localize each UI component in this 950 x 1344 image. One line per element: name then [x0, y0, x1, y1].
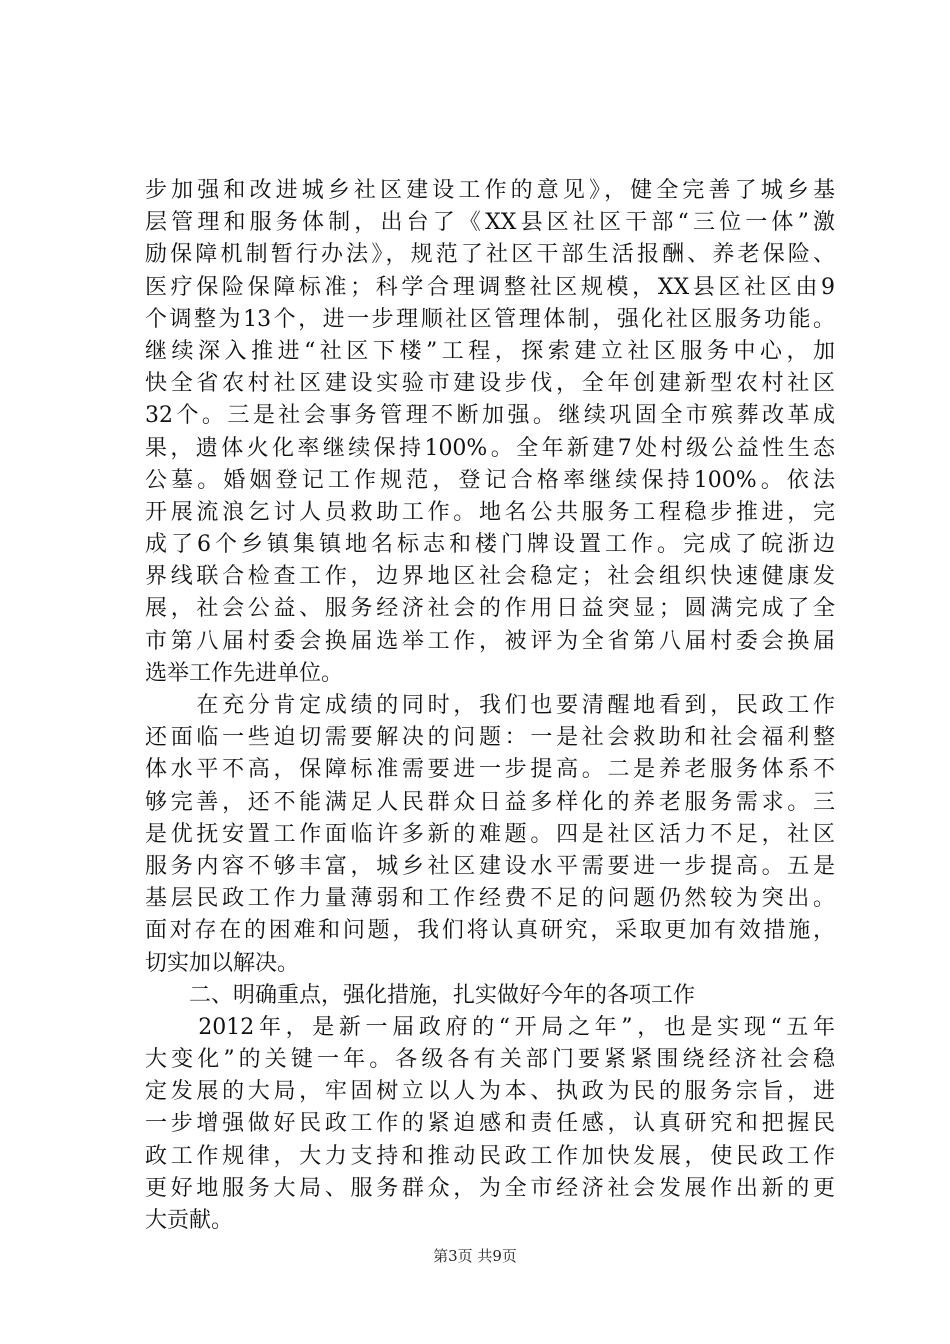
text-line: 面对存在的困难和问题，我们将认真研究，采取更加有效措施，	[145, 918, 835, 944]
text-line: 市第八届村委会换届选举工作，被评为全省第八届村委会换届	[145, 628, 835, 654]
text-line: 医疗保险保障标准；科学合理调整社区规模，XX县区社区由9	[145, 274, 835, 300]
section-heading: 二、明确重点，强化措施，扎实做好今年的各项工作	[145, 982, 696, 1008]
text-line: 继续深入推进“社区下楼”工程，探索建立社区服务中心，加	[145, 338, 835, 364]
text-line: 是优抚安置工作面临许多新的难题。四是社区活力不足，社区	[145, 821, 835, 847]
text-line: 界线联合检查工作，边界地区社会稳定；社会组织快速健康发	[145, 564, 835, 590]
page-number-footer: 第3页 共9页	[433, 1247, 517, 1265]
text-line: 够完善，还不能满足人民群众日益多样化的养老服务需求。三	[145, 789, 835, 815]
text-line: 还面临一些迫切需要解决的问题：一是社会救助和社会福利整	[145, 725, 835, 751]
text-line: 展，社会公益、服务经济社会的作用日益突显；圆满完成了全	[145, 596, 835, 622]
text-line: 开展流浪乞讨人员救助工作。地名公共服务工程稳步推进，完	[145, 499, 835, 525]
text-line: 定发展的大局，牢固树立以人为本、执政为民的服务宗旨，进	[145, 1079, 835, 1105]
text-line: 选举工作先进单位。	[145, 660, 344, 686]
text-line: 基层民政工作力量薄弱和工作经费不足的问题仍然较为突出。	[145, 886, 835, 912]
text-line: 政工作规律，大力支持和推动民政工作加快发展，使民政工作	[145, 1143, 835, 1169]
text-line: 一步增强做好民政工作的紧迫感和责任感，认真研究和把握民	[145, 1111, 835, 1137]
text-line: 成了6个乡镇集镇地名标志和楼门牌设置工作。完成了皖浙边	[145, 532, 835, 558]
text-line: 服务内容不够丰富，城乡社区建设水平需要进一步提高。五是	[145, 853, 835, 879]
text-line: 层管理和服务体制，出台了《XX县区社区干部“三位一体”激	[145, 210, 835, 236]
text-line: 体水平不高，保障标准需要进一步提高。二是养老服务体系不	[145, 757, 835, 783]
text-line: 2012年，是新一届政府的“开局之年”，也是实现“五年	[145, 1014, 835, 1040]
text-line: 果，遗体火化率继续保持100%。全年新建7处村级公益性生态	[145, 435, 835, 461]
text-line: 个调整为13个，进一步理顺社区管理体制，强化社区服务功能。	[145, 306, 835, 332]
text-line: 更好地服务大局、服务群众，为全市经济社会发展作出新的更	[145, 1175, 835, 1201]
text-line: 公墓。婚姻登记工作规范，登记合格率继续保持100%。依法	[145, 467, 835, 493]
text-line: 大变化”的关键一年。各级各有关部门要紧紧围绕经济社会稳	[145, 1047, 835, 1073]
text-line: 大贡献。	[145, 1208, 234, 1233]
text-line: 步加强和改进城乡社区建设工作的意见》，健全完善了城乡基	[145, 178, 835, 203]
text-line: 快全省农村社区建设实验市建设步伐，全年创建新型农村社区	[145, 371, 835, 397]
text-line: 励保障机制暂行办法》，规范了社区干部生活报酬、养老保险、	[145, 242, 835, 268]
text-line: 切实加以解决。	[145, 950, 300, 976]
text-line: 在充分肯定成绩的同时，我们也要清醒地看到，民政工作	[145, 693, 835, 718]
text-line: 32个。三是社会事务管理不断加强。继续巩固全市殡葬改革成	[145, 403, 835, 429]
document-body	[145, 175, 835, 1237]
